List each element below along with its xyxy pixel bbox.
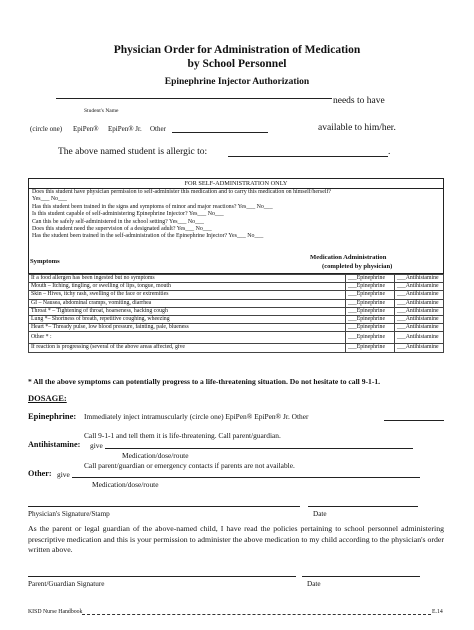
epinephrine-check[interactable]: ___Epinephrine	[346, 299, 395, 307]
parent-signature-label: Parent/Guardian Signature	[28, 580, 105, 588]
table-row	[29, 283, 444, 291]
other-option: Other	[150, 125, 166, 133]
antihistamine-check[interactable]: ___Antihistamine	[395, 324, 444, 332]
footer-divider	[82, 614, 431, 615]
warning-text: * All the above symptoms can potentially progress to a life-threatening situation. Do not hesitate to call 9-1-1.	[28, 377, 381, 386]
self-admin-header: FOR SELF-ADMINISTRATION ONLY	[29, 179, 443, 189]
symptom-cell: GI – Nausea, abdominal cramps, vomiting, diarrhea	[29, 299, 346, 307]
epinephrine-label: Epinephrine:	[28, 411, 77, 421]
form-subtitle: Epinephrine Injector Authorization	[164, 77, 310, 87]
epinephrine-instructions: Immediately inject intramuscularly (circle one) EpiPen® EpiPen® Jr. Other	[84, 412, 309, 421]
students-name-label: Student's Name	[84, 108, 119, 114]
symptom-cell: Mouth – Itching, tingling, or swelling of lips, tongue, mouth	[29, 283, 346, 291]
table-row	[29, 299, 444, 307]
symptom-cell: If reaction is progressing (several of the above areas affected, give	[29, 344, 346, 352]
self-admin-question[interactable]: Yes___ No___	[32, 196, 67, 203]
physician-signature-label: Physician's Signature/Stamp	[28, 510, 110, 518]
other-give: give	[57, 470, 70, 479]
antihistamine-check[interactable]: ___Antihistamine	[395, 332, 444, 344]
self-admin-question[interactable]: Does this student need the supervision of a designated adult? Yes___ No___	[32, 226, 212, 233]
table-row	[29, 307, 444, 315]
dosage-heading: DOSAGE:	[28, 393, 67, 403]
self-admin-question[interactable]: Has this student been trained in the signs and symptoms of minor and major reactions? Yes___ No___	[32, 203, 273, 210]
table-row	[29, 291, 444, 299]
needs-to-have-text: needs to have	[333, 96, 385, 106]
antihistamine-check[interactable]: ___Antihistamine	[395, 344, 444, 352]
symptoms-table	[28, 274, 444, 353]
form-title-line1: Physician Order for Administration of Medication	[113, 44, 361, 56]
other-med-dose-route: Medication/dose/route	[92, 480, 159, 489]
symptom-cell[interactable]: Other * :	[29, 332, 346, 344]
antihistamine-check[interactable]: ___Antihistamine	[395, 275, 444, 283]
self-admin-question[interactable]: Can this be safely self-administered in the school setting? Yes___ No___	[32, 218, 204, 225]
medication-admin-header: Medication Administration	[310, 254, 387, 261]
physician-date-field[interactable]	[308, 506, 418, 507]
epinephrine-check[interactable]: ___Epinephrine	[346, 344, 395, 352]
parent-signature-field[interactable]	[28, 576, 296, 577]
allergic-to-label: The above named student is allergic to:	[58, 147, 208, 157]
antihistamine-label: Antihistamine:	[28, 440, 81, 449]
antihistamine-check[interactable]: ___Antihistamine	[395, 283, 444, 291]
epinephrine-check[interactable]: ___Epinephrine	[346, 291, 395, 299]
parent-date-label: Date	[307, 580, 321, 588]
epinephrine-check[interactable]: ___Epinephrine	[346, 275, 395, 283]
epinephrine-other-field[interactable]	[384, 420, 444, 421]
epinephrine-check[interactable]: ___Epinephrine	[346, 332, 395, 344]
antihistamine-check[interactable]: ___Antihistamine	[395, 316, 444, 324]
call-911-instruction: Call 9-1-1 and tell them it is life-threatening. Call parent/guardian.	[84, 431, 281, 440]
self-admin-question: Does this student have physician permission to self-administer this medication and to carry this medication on himself/herself?	[32, 189, 332, 195]
student-name-field[interactable]	[56, 98, 332, 99]
table-row	[29, 324, 444, 332]
consent-paragraph: As the parent or legal guardian of the above-named child, I have read the policies pertaining to school personnel administering prescriptive medication and this is your permission to administer the above medication to my child according to the physician's order written above.	[28, 524, 444, 555]
form-title-line2: by School Personnel	[187, 58, 287, 70]
call-parent-instruction: Call parent/guardian or emergency contacts if parents are not available.	[84, 461, 295, 470]
self-admin-question[interactable]: Is this student capable of self-administering Epinephrine Injector? Yes___ No___	[32, 211, 224, 218]
other-device-field[interactable]	[172, 132, 268, 133]
allergen-period: .	[388, 147, 391, 157]
symptom-cell: If a food allergen has been ingested but no symptoms	[29, 275, 346, 283]
circle-one-label: (circle one)	[30, 125, 63, 133]
available-text: available to him/her.	[318, 123, 396, 133]
table-row	[29, 316, 444, 324]
self-admin-question[interactable]: Has the student been trained in the self-administration of the Epinephrine Injector? Yes___ No___	[32, 233, 264, 240]
symptom-cell: Lung *– Shortness of breath, repetitive coughing, wheezing	[29, 316, 346, 324]
physician-date-label: Date	[313, 510, 327, 518]
table-row	[29, 344, 444, 352]
epinephrine-check[interactable]: ___Epinephrine	[346, 324, 395, 332]
epinephrine-check[interactable]: ___Epinephrine	[346, 283, 395, 291]
epipen-jr-option[interactable]: EpiPen® Jr.	[108, 125, 142, 133]
physician-signature-field[interactable]	[28, 506, 300, 507]
epinephrine-check[interactable]: ___Epinephrine	[346, 316, 395, 324]
parent-date-field[interactable]	[302, 576, 420, 577]
symptom-cell: Throat * – Tightening of throat, hoarseness, hacking cough	[29, 307, 346, 315]
antihistamine-med-dose-route: Medication/dose/route	[122, 451, 189, 460]
symptom-cell: Skin – Hives, itchy rash, swelling of the face or extremities	[29, 291, 346, 299]
table-row	[29, 275, 444, 283]
allergen-field[interactable]	[228, 156, 388, 157]
table-row	[29, 332, 444, 344]
footer-left: KISD Nurse Handbook	[28, 609, 83, 615]
symptom-cell: Heart *– Thready pulse, low blood pressure, fainting, pale, blueness	[29, 324, 346, 332]
other-label: Other:	[28, 469, 52, 478]
epinephrine-check[interactable]: ___Epinephrine	[346, 307, 395, 315]
antihistamine-check[interactable]: ___Antihistamine	[395, 291, 444, 299]
epipen-option[interactable]: EpiPen®	[73, 125, 99, 133]
antihistamine-check[interactable]: ___Antihistamine	[395, 299, 444, 307]
antihistamine-check[interactable]: ___Antihistamine	[395, 307, 444, 315]
antihistamine-field[interactable]	[105, 448, 413, 449]
footer-page-number: E.14	[432, 609, 443, 615]
other-medication-field[interactable]	[72, 477, 420, 478]
antihistamine-give: give	[90, 441, 103, 450]
symptoms-header: Symptoms	[30, 258, 60, 265]
completed-by-physician-header: (completed by physician)	[322, 263, 393, 270]
